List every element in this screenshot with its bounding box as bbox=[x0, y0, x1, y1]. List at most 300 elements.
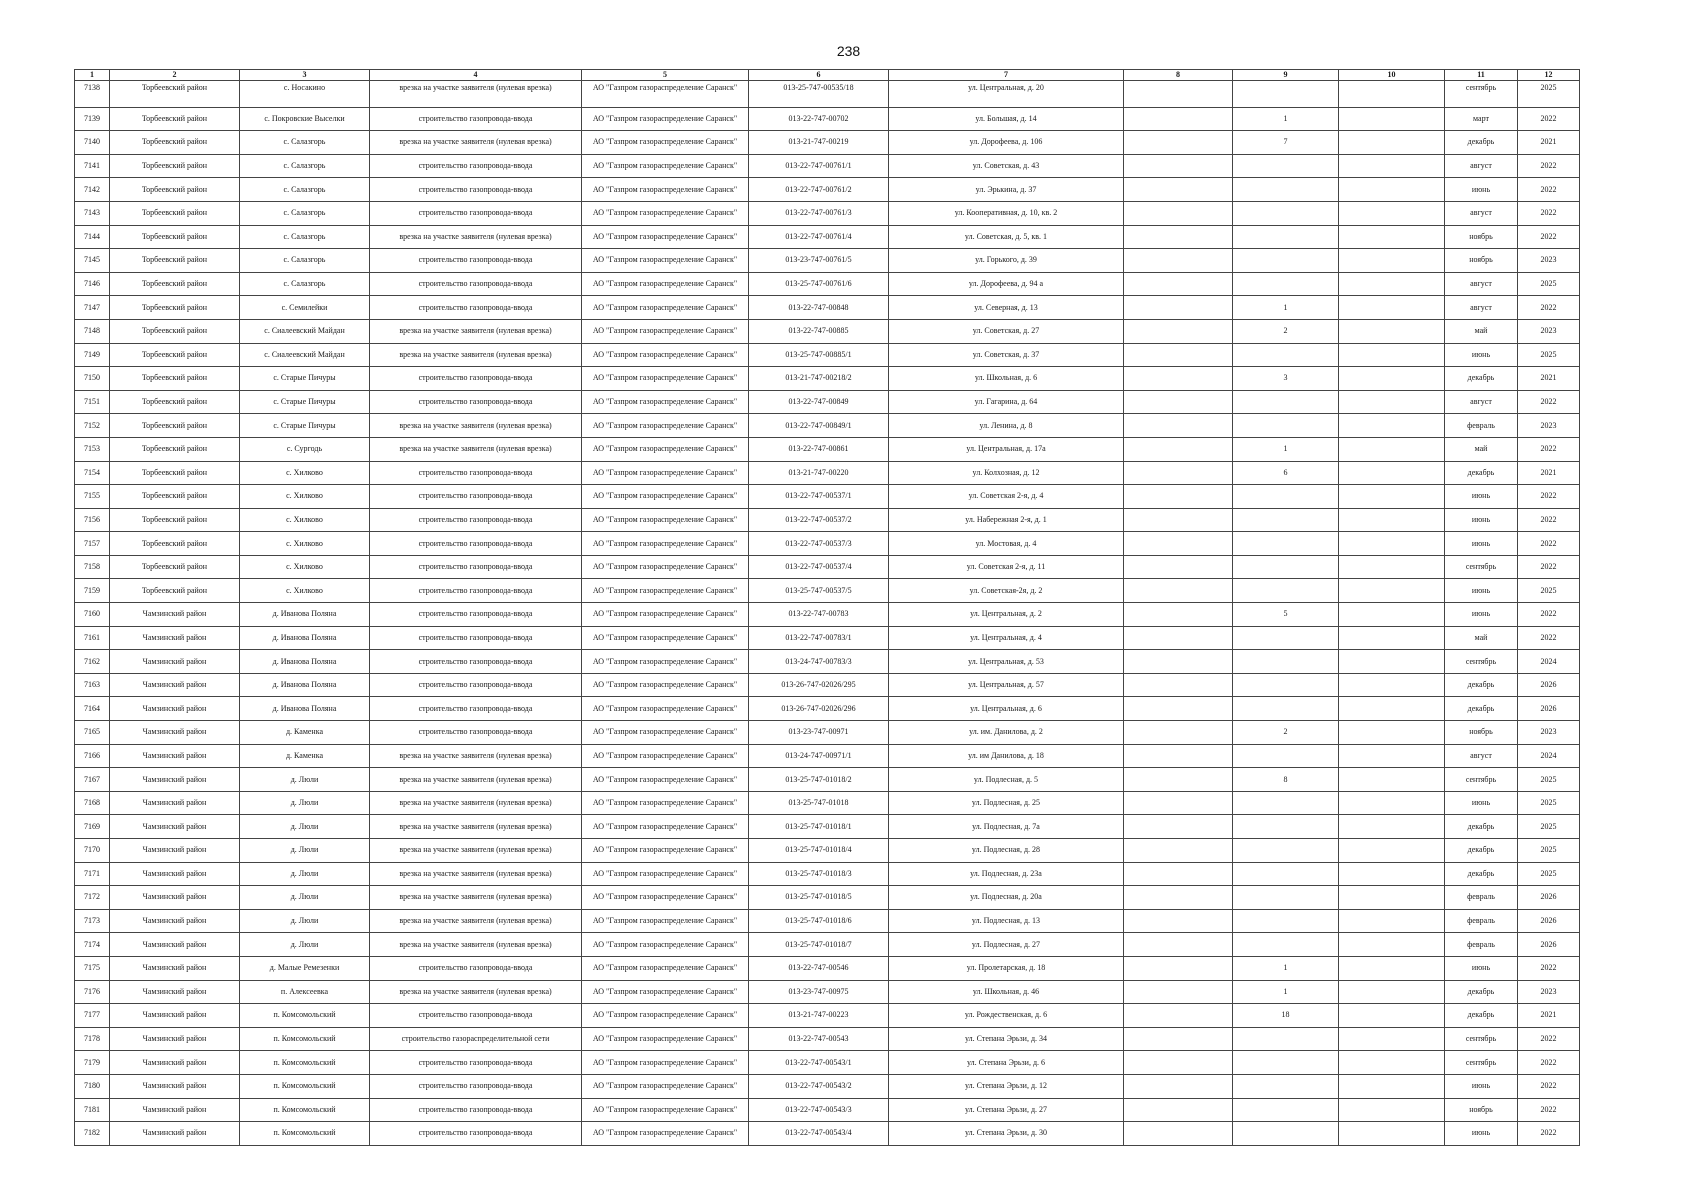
settlement-cell: д. Иванова Поляна bbox=[240, 697, 370, 721]
column-8-cell bbox=[1124, 626, 1233, 650]
address-cell: ул. Северная, д. 13 bbox=[889, 296, 1124, 320]
organization-cell: АО "Газпром газораспределение Саранск" bbox=[582, 201, 749, 225]
column-number: 10 bbox=[1339, 70, 1445, 81]
work-type-cell: врезка на участке заявителя (нулевая врезка) bbox=[370, 437, 582, 461]
column-10-cell bbox=[1339, 343, 1445, 367]
district-cell: Торбеевский район bbox=[110, 414, 240, 438]
column-9-cell bbox=[1233, 839, 1339, 863]
organization-cell: АО "Газпром газораспределение Саранск" bbox=[582, 555, 749, 579]
column-9-cell: 1 bbox=[1233, 956, 1339, 980]
settlement-cell: с. Салазгорь bbox=[240, 201, 370, 225]
district-cell: Торбеевский район bbox=[110, 508, 240, 532]
column-8-cell bbox=[1124, 178, 1233, 202]
address-cell: ул. Рождественская, д. 6 bbox=[889, 1004, 1124, 1028]
row-number-cell: 7139 bbox=[75, 107, 110, 131]
work-type-cell: врезка на участке заявителя (нулевая врезка) bbox=[370, 862, 582, 886]
address-cell: ул. Ленина, д. 8 bbox=[889, 414, 1124, 438]
district-cell: Торбеевский район bbox=[110, 461, 240, 485]
table-row bbox=[75, 461, 1580, 485]
column-number: 11 bbox=[1445, 70, 1518, 81]
column-10-cell bbox=[1339, 721, 1445, 745]
month-cell: июнь bbox=[1445, 1122, 1518, 1146]
table-row bbox=[75, 815, 1580, 839]
year-cell: 2022 bbox=[1518, 178, 1580, 202]
column-8-cell bbox=[1124, 555, 1233, 579]
settlement-cell: п. Комсомольский bbox=[240, 1004, 370, 1028]
settlement-cell: с. Сургодь bbox=[240, 437, 370, 461]
district-cell: Торбеевский район bbox=[110, 532, 240, 556]
table-row bbox=[75, 131, 1580, 155]
work-type-cell: врезка на участке заявителя (нулевая врезка) bbox=[370, 815, 582, 839]
column-10-cell bbox=[1339, 626, 1445, 650]
address-cell: ул. Школьная, д. 46 bbox=[889, 980, 1124, 1004]
district-cell: Чамзинский район bbox=[110, 862, 240, 886]
column-number: 8 bbox=[1124, 70, 1233, 81]
application-number-cell: 013-22-747-00761/3 bbox=[749, 201, 889, 225]
column-10-cell bbox=[1339, 980, 1445, 1004]
column-9-cell bbox=[1233, 791, 1339, 815]
year-cell: 2022 bbox=[1518, 296, 1580, 320]
settlement-cell: с. Старые Пичуры bbox=[240, 367, 370, 391]
district-cell: Торбеевский район bbox=[110, 390, 240, 414]
row-number-cell: 7171 bbox=[75, 862, 110, 886]
settlement-cell: д. Люли bbox=[240, 768, 370, 792]
application-number-cell: 013-21-747-00218/2 bbox=[749, 367, 889, 391]
district-cell: Торбеевский район bbox=[110, 178, 240, 202]
column-9-cell bbox=[1233, 154, 1339, 178]
address-cell: ул. Пролетарская, д. 18 bbox=[889, 956, 1124, 980]
organization-cell: АО "Газпром газораспределение Саранск" bbox=[582, 390, 749, 414]
organization-cell: АО "Газпром газораспределение Саранск" bbox=[582, 343, 749, 367]
row-number-cell: 7149 bbox=[75, 343, 110, 367]
work-type-cell: строительство газопровода-ввода bbox=[370, 154, 582, 178]
row-number-cell: 7144 bbox=[75, 225, 110, 249]
district-cell: Торбеевский район bbox=[110, 154, 240, 178]
column-9-cell bbox=[1233, 508, 1339, 532]
district-cell: Чамзинский район bbox=[110, 1098, 240, 1122]
work-type-cell: врезка на участке заявителя (нулевая врезка) bbox=[370, 933, 582, 957]
table-row bbox=[75, 956, 1580, 980]
work-type-cell: строительство газопровода-ввода bbox=[370, 1098, 582, 1122]
year-cell: 2022 bbox=[1518, 532, 1580, 556]
organization-cell: АО "Газпром газораспределение Саранск" bbox=[582, 485, 749, 509]
month-cell: февраль bbox=[1445, 414, 1518, 438]
month-cell: август bbox=[1445, 390, 1518, 414]
application-number-cell: 013-22-747-00537/2 bbox=[749, 508, 889, 532]
application-number-cell: 013-26-747-02026/296 bbox=[749, 697, 889, 721]
district-cell: Чамзинский район bbox=[110, 768, 240, 792]
address-cell: ул. Подлесная, д. 28 bbox=[889, 839, 1124, 863]
column-10-cell bbox=[1339, 791, 1445, 815]
work-type-cell: врезка на участке заявителя (нулевая врезка) bbox=[370, 744, 582, 768]
column-9-cell bbox=[1233, 909, 1339, 933]
settlement-cell: с. Старые Пичуры bbox=[240, 414, 370, 438]
application-number-cell: 013-25-747-01018/2 bbox=[749, 768, 889, 792]
month-cell: декабрь bbox=[1445, 697, 1518, 721]
address-cell: ул. Гагарина, д. 64 bbox=[889, 390, 1124, 414]
row-number-cell: 7147 bbox=[75, 296, 110, 320]
settlement-cell: с. Старые Пичуры bbox=[240, 390, 370, 414]
table-row bbox=[75, 296, 1580, 320]
work-type-cell: строительство газопровода-ввода bbox=[370, 673, 582, 697]
row-number-cell: 7156 bbox=[75, 508, 110, 532]
column-9-cell bbox=[1233, 485, 1339, 509]
column-9-cell bbox=[1233, 1098, 1339, 1122]
district-cell: Торбеевский район bbox=[110, 81, 240, 108]
year-cell: 2022 bbox=[1518, 508, 1580, 532]
district-cell: Чамзинский район bbox=[110, 744, 240, 768]
application-number-cell: 013-24-747-00971/1 bbox=[749, 744, 889, 768]
district-cell: Чамзинский район bbox=[110, 673, 240, 697]
work-type-cell: строительство газопровода-ввода bbox=[370, 201, 582, 225]
column-10-cell bbox=[1339, 249, 1445, 273]
month-cell: июнь bbox=[1445, 603, 1518, 627]
application-number-cell: 013-22-747-00537/4 bbox=[749, 555, 889, 579]
month-cell: июнь bbox=[1445, 508, 1518, 532]
year-cell: 2023 bbox=[1518, 319, 1580, 343]
year-cell: 2021 bbox=[1518, 461, 1580, 485]
month-cell: декабрь bbox=[1445, 980, 1518, 1004]
row-number-cell: 7170 bbox=[75, 839, 110, 863]
row-number-cell: 7138 bbox=[75, 81, 110, 108]
year-cell: 2023 bbox=[1518, 980, 1580, 1004]
application-number-cell: 013-25-747-01018/7 bbox=[749, 933, 889, 957]
organization-cell: АО "Газпром газораспределение Саранск" bbox=[582, 603, 749, 627]
application-number-cell: 013-22-747-00546 bbox=[749, 956, 889, 980]
column-10-cell bbox=[1339, 815, 1445, 839]
district-cell: Торбеевский район bbox=[110, 131, 240, 155]
month-cell: декабрь bbox=[1445, 461, 1518, 485]
organization-cell: АО "Газпром газораспределение Саранск" bbox=[582, 697, 749, 721]
column-10-cell bbox=[1339, 909, 1445, 933]
table-row bbox=[75, 933, 1580, 957]
organization-cell: АО "Газпром газораспределение Саранск" bbox=[582, 178, 749, 202]
year-cell: 2022 bbox=[1518, 1051, 1580, 1075]
application-number-cell: 013-22-747-00783 bbox=[749, 603, 889, 627]
work-type-cell: строительство газопровода-ввода bbox=[370, 249, 582, 273]
organization-cell: АО "Газпром газораспределение Саранск" bbox=[582, 768, 749, 792]
column-8-cell bbox=[1124, 296, 1233, 320]
year-cell: 2021 bbox=[1518, 1004, 1580, 1028]
work-type-cell: врезка на участке заявителя (нулевая врезка) bbox=[370, 980, 582, 1004]
settlement-cell: д. Люли bbox=[240, 886, 370, 910]
settlement-cell: д. Иванова Поляна bbox=[240, 626, 370, 650]
column-10-cell bbox=[1339, 933, 1445, 957]
row-number-cell: 7160 bbox=[75, 603, 110, 627]
settlement-cell: с. Салазгорь bbox=[240, 225, 370, 249]
table-row bbox=[75, 343, 1580, 367]
organization-cell: АО "Газпром газораспределение Саранск" bbox=[582, 532, 749, 556]
address-cell: ул. Подлесная, д. 20а bbox=[889, 886, 1124, 910]
address-cell: ул. Центральная, д. 53 bbox=[889, 650, 1124, 674]
column-8-cell bbox=[1124, 791, 1233, 815]
table-row bbox=[75, 1027, 1580, 1051]
column-9-cell bbox=[1233, 815, 1339, 839]
column-8-cell bbox=[1124, 839, 1233, 863]
column-8-cell bbox=[1124, 697, 1233, 721]
organization-cell: АО "Газпром газораспределение Саранск" bbox=[582, 909, 749, 933]
settlement-cell: с. Хилково bbox=[240, 508, 370, 532]
month-cell: декабрь bbox=[1445, 131, 1518, 155]
organization-cell: АО "Газпром газораспределение Саранск" bbox=[582, 81, 749, 108]
year-cell: 2025 bbox=[1518, 839, 1580, 863]
settlement-cell: д. Люли bbox=[240, 839, 370, 863]
column-8-cell bbox=[1124, 81, 1233, 108]
table-row bbox=[75, 650, 1580, 674]
district-cell: Чамзинский район bbox=[110, 791, 240, 815]
address-cell: ул. Советская, д. 43 bbox=[889, 154, 1124, 178]
table-row bbox=[75, 201, 1580, 225]
column-9-cell bbox=[1233, 343, 1339, 367]
column-8-cell bbox=[1124, 461, 1233, 485]
month-cell: август bbox=[1445, 201, 1518, 225]
column-10-cell bbox=[1339, 650, 1445, 674]
work-type-cell: врезка на участке заявителя (нулевая врезка) bbox=[370, 319, 582, 343]
month-cell: май bbox=[1445, 319, 1518, 343]
district-cell: Торбеевский район bbox=[110, 296, 240, 320]
table-row bbox=[75, 272, 1580, 296]
column-10-cell bbox=[1339, 862, 1445, 886]
work-type-cell: строительство газопровода-ввода bbox=[370, 1051, 582, 1075]
address-cell: ул. Школьная, д. 6 bbox=[889, 367, 1124, 391]
address-cell: ул. Советская, д. 37 bbox=[889, 343, 1124, 367]
work-type-cell: врезка на участке заявителя (нулевая врезка) bbox=[370, 225, 582, 249]
work-type-cell: строительство газопровода-ввода bbox=[370, 178, 582, 202]
work-type-cell: строительство газопровода-ввода bbox=[370, 508, 582, 532]
column-10-cell bbox=[1339, 1098, 1445, 1122]
application-number-cell: 013-22-747-00885 bbox=[749, 319, 889, 343]
column-8-cell bbox=[1124, 1051, 1233, 1075]
row-number-cell: 7151 bbox=[75, 390, 110, 414]
column-9-cell bbox=[1233, 650, 1339, 674]
settlement-cell: с. Хилково bbox=[240, 485, 370, 509]
column-8-cell bbox=[1124, 862, 1233, 886]
column-8-cell bbox=[1124, 107, 1233, 131]
application-number-cell: 013-25-747-00535/18 bbox=[749, 81, 889, 108]
table-row bbox=[75, 154, 1580, 178]
year-cell: 2022 bbox=[1518, 626, 1580, 650]
year-cell: 2026 bbox=[1518, 909, 1580, 933]
settlement-cell: д. Каменка bbox=[240, 744, 370, 768]
address-cell: ул. Подлесная, д. 13 bbox=[889, 909, 1124, 933]
column-8-cell bbox=[1124, 980, 1233, 1004]
column-8-cell bbox=[1124, 909, 1233, 933]
year-cell: 2022 bbox=[1518, 1074, 1580, 1098]
column-8-cell bbox=[1124, 225, 1233, 249]
row-number-cell: 7158 bbox=[75, 555, 110, 579]
address-cell: ул. Центральная, д. 4 bbox=[889, 626, 1124, 650]
table-row bbox=[75, 721, 1580, 745]
column-8-cell bbox=[1124, 744, 1233, 768]
column-10-cell bbox=[1339, 1027, 1445, 1051]
column-9-cell bbox=[1233, 1122, 1339, 1146]
organization-cell: АО "Газпром газораспределение Саранск" bbox=[582, 1122, 749, 1146]
column-9-cell: 2 bbox=[1233, 319, 1339, 343]
column-10-cell bbox=[1339, 1074, 1445, 1098]
year-cell: 2025 bbox=[1518, 579, 1580, 603]
table-row bbox=[75, 1074, 1580, 1098]
organization-cell: АО "Газпром газораспределение Саранск" bbox=[582, 862, 749, 886]
year-cell: 2023 bbox=[1518, 249, 1580, 273]
settlement-cell: с. Салазгорь bbox=[240, 272, 370, 296]
work-type-cell: строительство газопровода-ввода bbox=[370, 956, 582, 980]
table-row bbox=[75, 839, 1580, 863]
year-cell: 2026 bbox=[1518, 697, 1580, 721]
column-8-cell bbox=[1124, 390, 1233, 414]
column-number: 9 bbox=[1233, 70, 1339, 81]
column-number: 6 bbox=[749, 70, 889, 81]
row-number-cell: 7168 bbox=[75, 791, 110, 815]
row-number-cell: 7179 bbox=[75, 1051, 110, 1075]
month-cell: март bbox=[1445, 107, 1518, 131]
work-type-cell: строительство газопровода-ввода bbox=[370, 603, 582, 627]
column-9-cell: 7 bbox=[1233, 131, 1339, 155]
month-cell: февраль bbox=[1445, 909, 1518, 933]
column-8-cell bbox=[1124, 933, 1233, 957]
table-row bbox=[75, 697, 1580, 721]
row-number-cell: 7150 bbox=[75, 367, 110, 391]
organization-cell: АО "Газпром газораспределение Саранск" bbox=[582, 1027, 749, 1051]
column-8-cell bbox=[1124, 485, 1233, 509]
application-number-cell: 013-25-747-01018/6 bbox=[749, 909, 889, 933]
application-number-cell: 013-22-747-00543 bbox=[749, 1027, 889, 1051]
application-number-cell: 013-23-747-00971 bbox=[749, 721, 889, 745]
table-row bbox=[75, 532, 1580, 556]
column-10-cell bbox=[1339, 1004, 1445, 1028]
district-cell: Торбеевский район bbox=[110, 485, 240, 509]
address-cell: ул. Подлесная, д. 23а bbox=[889, 862, 1124, 886]
column-10-cell bbox=[1339, 81, 1445, 108]
month-cell: декабрь bbox=[1445, 673, 1518, 697]
organization-cell: АО "Газпром газораспределение Саранск" bbox=[582, 437, 749, 461]
column-9-cell bbox=[1233, 555, 1339, 579]
application-number-cell: 013-22-747-00761/1 bbox=[749, 154, 889, 178]
year-cell: 2022 bbox=[1518, 225, 1580, 249]
application-number-cell: 013-22-747-00761/4 bbox=[749, 225, 889, 249]
row-number-cell: 7166 bbox=[75, 744, 110, 768]
column-8-cell bbox=[1124, 154, 1233, 178]
column-9-cell bbox=[1233, 532, 1339, 556]
organization-cell: АО "Газпром газораспределение Саранск" bbox=[582, 626, 749, 650]
work-type-cell: строительство газопровода-ввода bbox=[370, 1004, 582, 1028]
settlement-cell: д. Люли bbox=[240, 815, 370, 839]
column-number: 3 bbox=[240, 70, 370, 81]
row-number-cell: 7165 bbox=[75, 721, 110, 745]
column-8-cell bbox=[1124, 768, 1233, 792]
column-9-cell: 2 bbox=[1233, 721, 1339, 745]
address-cell: ул. Советская-2я, д. 2 bbox=[889, 579, 1124, 603]
settlement-cell: с. Сиалеевский Майдан bbox=[240, 343, 370, 367]
application-number-cell: 013-22-747-00537/1 bbox=[749, 485, 889, 509]
table-row bbox=[75, 390, 1580, 414]
address-cell: ул. Советская 2-я, д. 4 bbox=[889, 485, 1124, 509]
settlement-cell: п. Комсомольский bbox=[240, 1098, 370, 1122]
column-10-cell bbox=[1339, 508, 1445, 532]
organization-cell: АО "Газпром газораспределение Саранск" bbox=[582, 1004, 749, 1028]
column-number: 1 bbox=[75, 70, 110, 81]
address-cell: ул. Степана Эрьзи, д. 6 bbox=[889, 1051, 1124, 1075]
organization-cell: АО "Газпром газораспределение Саранск" bbox=[582, 1098, 749, 1122]
month-cell: август bbox=[1445, 744, 1518, 768]
address-cell: ул. Степана Эрьзи, д. 27 bbox=[889, 1098, 1124, 1122]
table-row bbox=[75, 862, 1580, 886]
year-cell: 2026 bbox=[1518, 886, 1580, 910]
work-type-cell: врезка на участке заявителя (нулевая врезка) bbox=[370, 81, 582, 108]
column-9-cell bbox=[1233, 272, 1339, 296]
table-row bbox=[75, 768, 1580, 792]
district-cell: Чамзинский район bbox=[110, 603, 240, 627]
year-cell: 2022 bbox=[1518, 390, 1580, 414]
column-8-cell bbox=[1124, 201, 1233, 225]
table-row bbox=[75, 437, 1580, 461]
row-number-cell: 7142 bbox=[75, 178, 110, 202]
address-cell: ул. Советская, д. 5, кв. 1 bbox=[889, 225, 1124, 249]
application-number-cell: 013-26-747-02026/295 bbox=[749, 673, 889, 697]
settlement-cell: д. Люли bbox=[240, 862, 370, 886]
year-cell: 2025 bbox=[1518, 862, 1580, 886]
month-cell: декабрь bbox=[1445, 1004, 1518, 1028]
organization-cell: АО "Газпром газораспределение Саранск" bbox=[582, 272, 749, 296]
organization-cell: АО "Газпром газораспределение Саранск" bbox=[582, 673, 749, 697]
work-type-cell: врезка на участке заявителя (нулевая врезка) bbox=[370, 886, 582, 910]
work-type-cell: строительство газопровода-ввода bbox=[370, 532, 582, 556]
month-cell: сентябрь bbox=[1445, 650, 1518, 674]
address-cell: ул. Колхозная, д. 12 bbox=[889, 461, 1124, 485]
month-cell: декабрь bbox=[1445, 862, 1518, 886]
row-number-cell: 7172 bbox=[75, 886, 110, 910]
application-number-cell: 013-22-747-00783/1 bbox=[749, 626, 889, 650]
year-cell: 2024 bbox=[1518, 650, 1580, 674]
year-cell: 2025 bbox=[1518, 791, 1580, 815]
table-row bbox=[75, 178, 1580, 202]
column-10-cell bbox=[1339, 956, 1445, 980]
work-type-cell: строительство газопровода-ввода bbox=[370, 579, 582, 603]
month-cell: февраль bbox=[1445, 933, 1518, 957]
organization-cell: АО "Газпром газораспределение Саранск" bbox=[582, 815, 749, 839]
organization-cell: АО "Газпром газораспределение Саранск" bbox=[582, 319, 749, 343]
work-type-cell: строительство газопровода-ввода bbox=[370, 272, 582, 296]
column-8-cell bbox=[1124, 319, 1233, 343]
column-10-cell bbox=[1339, 390, 1445, 414]
column-10-cell bbox=[1339, 744, 1445, 768]
month-cell: сентябрь bbox=[1445, 768, 1518, 792]
work-type-cell: врезка на участке заявителя (нулевая врезка) bbox=[370, 343, 582, 367]
work-type-cell: строительство газопровода-ввода bbox=[370, 296, 582, 320]
year-cell: 2025 bbox=[1518, 343, 1580, 367]
column-10-cell bbox=[1339, 367, 1445, 391]
table-row bbox=[75, 81, 1580, 108]
month-cell: ноябрь bbox=[1445, 225, 1518, 249]
table-row bbox=[75, 555, 1580, 579]
column-10-cell bbox=[1339, 414, 1445, 438]
application-number-cell: 013-25-747-00537/5 bbox=[749, 579, 889, 603]
settlement-cell: с. Салазгорь bbox=[240, 131, 370, 155]
table-row bbox=[75, 980, 1580, 1004]
column-9-cell bbox=[1233, 579, 1339, 603]
table-row bbox=[75, 414, 1580, 438]
settlement-cell: с. Семилейки bbox=[240, 296, 370, 320]
column-number: 2 bbox=[110, 70, 240, 81]
address-cell: ул. Центральная, д. 2 bbox=[889, 603, 1124, 627]
table-row bbox=[75, 886, 1580, 910]
work-type-cell: врезка на участке заявителя (нулевая врезка) bbox=[370, 791, 582, 815]
district-cell: Чамзинский район bbox=[110, 697, 240, 721]
column-8-cell bbox=[1124, 272, 1233, 296]
district-cell: Торбеевский район bbox=[110, 579, 240, 603]
application-number-cell: 013-22-747-00702 bbox=[749, 107, 889, 131]
settlement-cell: с. Хилково bbox=[240, 532, 370, 556]
district-cell: Торбеевский район bbox=[110, 343, 240, 367]
